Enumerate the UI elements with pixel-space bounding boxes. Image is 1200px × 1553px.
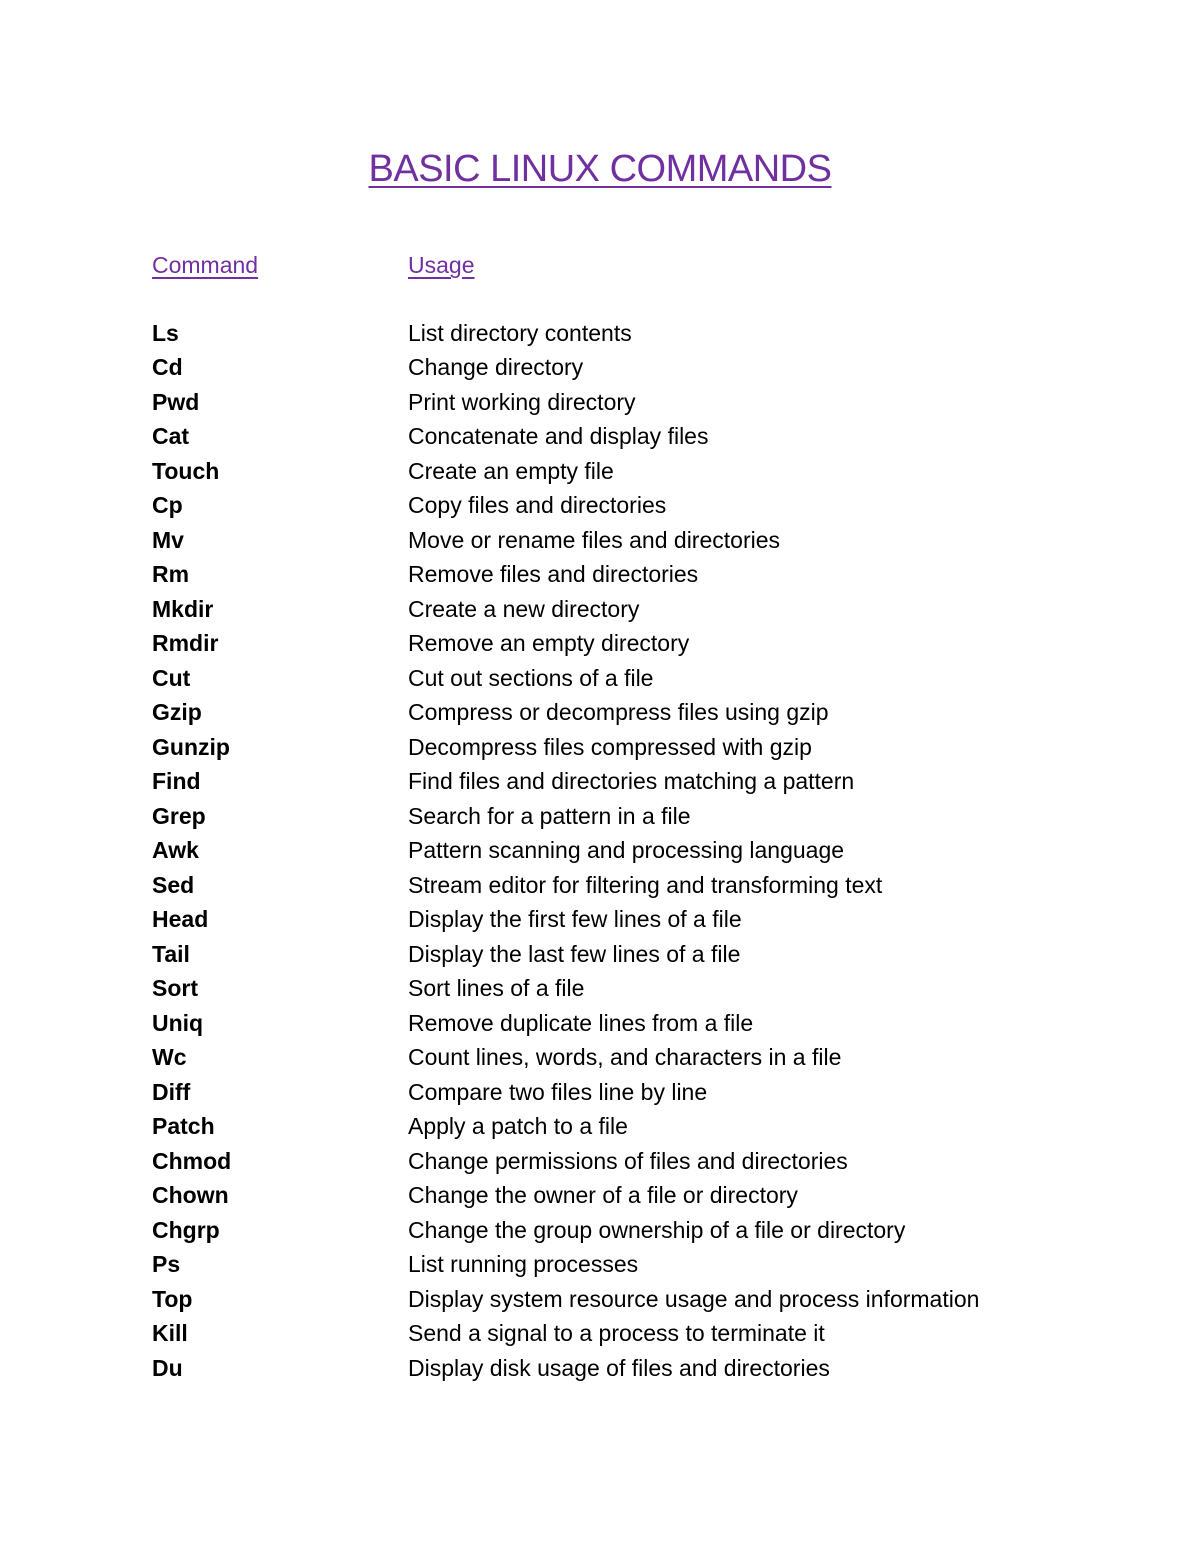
table-row [152,1075,1112,1110]
command-name: Pwd [152,388,200,415]
table-row [152,489,1112,524]
command-list [152,316,1112,1386]
table-row [152,799,1112,834]
command-name: Du [152,1354,183,1381]
command-usage: Move or rename files and directories [408,526,780,553]
command-usage: Print working directory [408,388,636,415]
command-usage: Display system resource usage and process information [408,1285,980,1312]
column-header-command: Command [152,252,259,278]
command-name: Head [152,906,209,933]
command-name: Rmdir [152,630,219,657]
command-usage: Send a signal to a process to terminate it [408,1320,825,1347]
command-usage: Decompress files compressed with gzip [408,733,812,760]
column-header-usage: Usage [408,252,475,278]
command-usage: Compare two files line by line [408,1078,708,1105]
command-name: Ps [152,1251,181,1278]
command-name: Gzip [152,699,202,726]
page-title: BASIC LINUX COMMANDS [368,148,832,190]
command-usage: Change the group ownership of a file or directory [408,1216,906,1243]
command-name: Grep [152,802,206,829]
table-row [152,868,1112,903]
table-row [152,1213,1112,1248]
table-row [152,730,1112,765]
table-row [152,523,1112,558]
command-usage: List directory contents [408,319,632,346]
command-usage: Stream editor for filtering and transforming text [408,871,883,898]
table-row [152,420,1112,455]
command-usage: Search for a pattern in a file [408,802,691,829]
command-name: Sed [152,871,195,898]
table-row [152,1110,1112,1145]
command-name: Sort [152,975,198,1002]
table-row [152,1248,1112,1283]
command-usage: Cut out sections of a file [408,664,654,691]
command-usage: Concatenate and display files [408,423,709,450]
command-usage: Sort lines of a file [408,975,585,1002]
page-title-wrapper [0,145,1200,193]
command-name: Wc [152,1044,187,1071]
command-usage: Pattern scanning and processing language [408,837,845,864]
command-name: Chown [152,1182,229,1209]
command-name: Patch [152,1113,215,1140]
command-name: Chgrp [152,1216,220,1243]
command-name: Mkdir [152,595,214,622]
table-row [152,661,1112,696]
command-name: Find [152,768,201,795]
command-name: Mv [152,526,184,553]
table-row [152,1179,1112,1214]
command-name: Ls [152,319,179,346]
command-usage: Create a new directory [408,595,640,622]
table-row [152,385,1112,420]
command-usage: Change directory [408,354,584,381]
command-usage: Find files and directories matching a pattern [408,768,855,795]
command-usage: Copy files and directories [408,492,667,519]
command-name: Rm [152,561,190,588]
command-name: Kill [152,1320,188,1347]
command-name: Awk [152,837,199,864]
table-row [152,1351,1112,1386]
command-name: Gunzip [152,733,230,760]
command-usage: Display the first few lines of a file [408,906,742,933]
command-name: Top [152,1285,193,1312]
command-usage: Remove duplicate lines from a file [408,1009,754,1036]
table-row [152,627,1112,662]
command-usage: Count lines, words, and characters in a file [408,1044,842,1071]
command-name: Cut [152,664,191,691]
table-row [152,1282,1112,1317]
table-row [152,558,1112,593]
command-usage: Apply a patch to a file [408,1113,628,1140]
table-row [152,765,1112,800]
table-row [152,1006,1112,1041]
command-usage: Display disk usage of files and directories [408,1354,830,1381]
command-usage: List running processes [408,1251,639,1278]
command-usage: Remove files and directories [408,561,699,588]
command-name: Cd [152,354,183,381]
command-name: Chmod [152,1147,232,1174]
table-row [152,351,1112,386]
command-usage: Change the owner of a file or directory [408,1182,798,1209]
table-row [152,454,1112,489]
command-name: Touch [152,457,220,484]
command-name: Cp [152,492,183,519]
table-row [152,316,1112,351]
command-name: Cat [152,423,190,450]
table-row [152,592,1112,627]
command-usage: Compress or decompress files using gzip [408,699,829,726]
command-usage: Change permissions of files and directories [408,1147,848,1174]
table-row [152,903,1112,938]
table-row [152,937,1112,972]
table-row [152,1317,1112,1352]
table-row [152,972,1112,1007]
table-row [152,834,1112,869]
command-usage: Remove an empty directory [408,630,690,657]
command-name: Diff [152,1078,191,1105]
command-usage: Create an empty file [408,457,614,484]
table-row [152,1041,1112,1076]
table-row [152,1144,1112,1179]
command-name: Tail [152,940,190,967]
table-row [152,696,1112,731]
command-usage: Display the last few lines of a file [408,940,741,967]
command-name: Uniq [152,1009,204,1036]
